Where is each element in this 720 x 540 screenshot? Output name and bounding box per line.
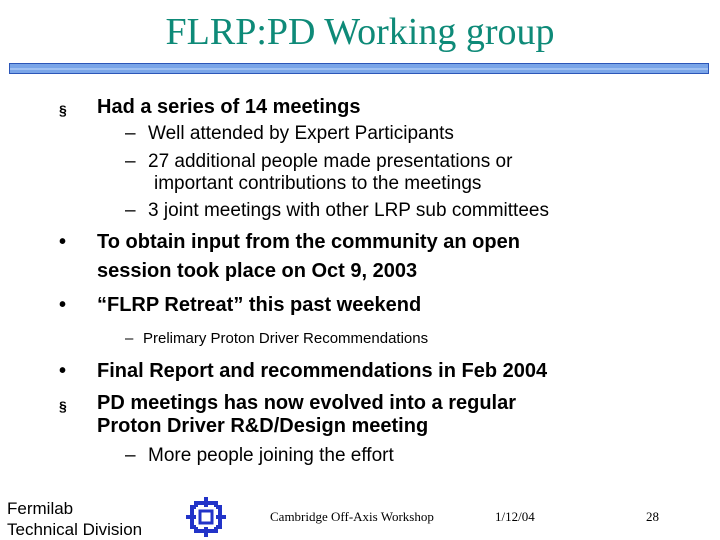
bullet-text: “FLRP Retreat” this past weekend [97,294,422,316]
footer-org-line1: Fermilab [7,499,74,518]
sub-bullet-text: More people joining the effort [148,445,394,466]
page-number: 28 [646,509,659,524]
slide-title: FLRP:PD Working group [165,11,555,53]
round-bullet-icon: • [59,231,67,253]
dash-icon: – [125,330,134,347]
round-bullet-icon: • [59,360,67,382]
square-bullet-icon: § [59,398,67,414]
footer-org-line2: Technical Division [7,520,143,539]
round-bullet-icon: • [59,294,67,316]
bullet-text: PD meetings has now evolved into a regular [97,392,516,414]
footer-organization [7,498,142,540]
sub-bullet-text: Well attended by Expert Participants [148,123,454,144]
fermilab-logo-icon [186,497,226,537]
footer-date: 1/12/04 [495,509,535,524]
bullet-text: To obtain input from the community an open [97,231,520,253]
footer-event: Cambridge Off-Axis Workshop [270,509,434,524]
sub-bullet-text: 27 additional people made presentations or [148,151,513,172]
sub-bullet-continuation: important contributions to the meetings [154,173,482,194]
dash-icon: – [125,151,136,172]
bullet-continuation: session took place on Oct 9, 2003 [97,260,418,282]
square-bullet-icon: § [59,102,67,118]
dash-icon: – [125,445,136,466]
sub-bullet-text: 3 joint meetings with other LRP sub committees [148,200,549,221]
bullet-text: Final Report and recommendations in Feb 2004 [97,360,548,382]
sub-bullet-text: Prelimary Proton Driver Recommendations [143,330,429,347]
dash-icon: – [125,123,136,144]
bullet-continuation: Proton Driver R&D/Design meeting [97,415,429,437]
bullet-text: Had a series of 14 meetings [97,96,361,118]
dash-icon: – [125,200,136,221]
title-divider [9,63,709,74]
